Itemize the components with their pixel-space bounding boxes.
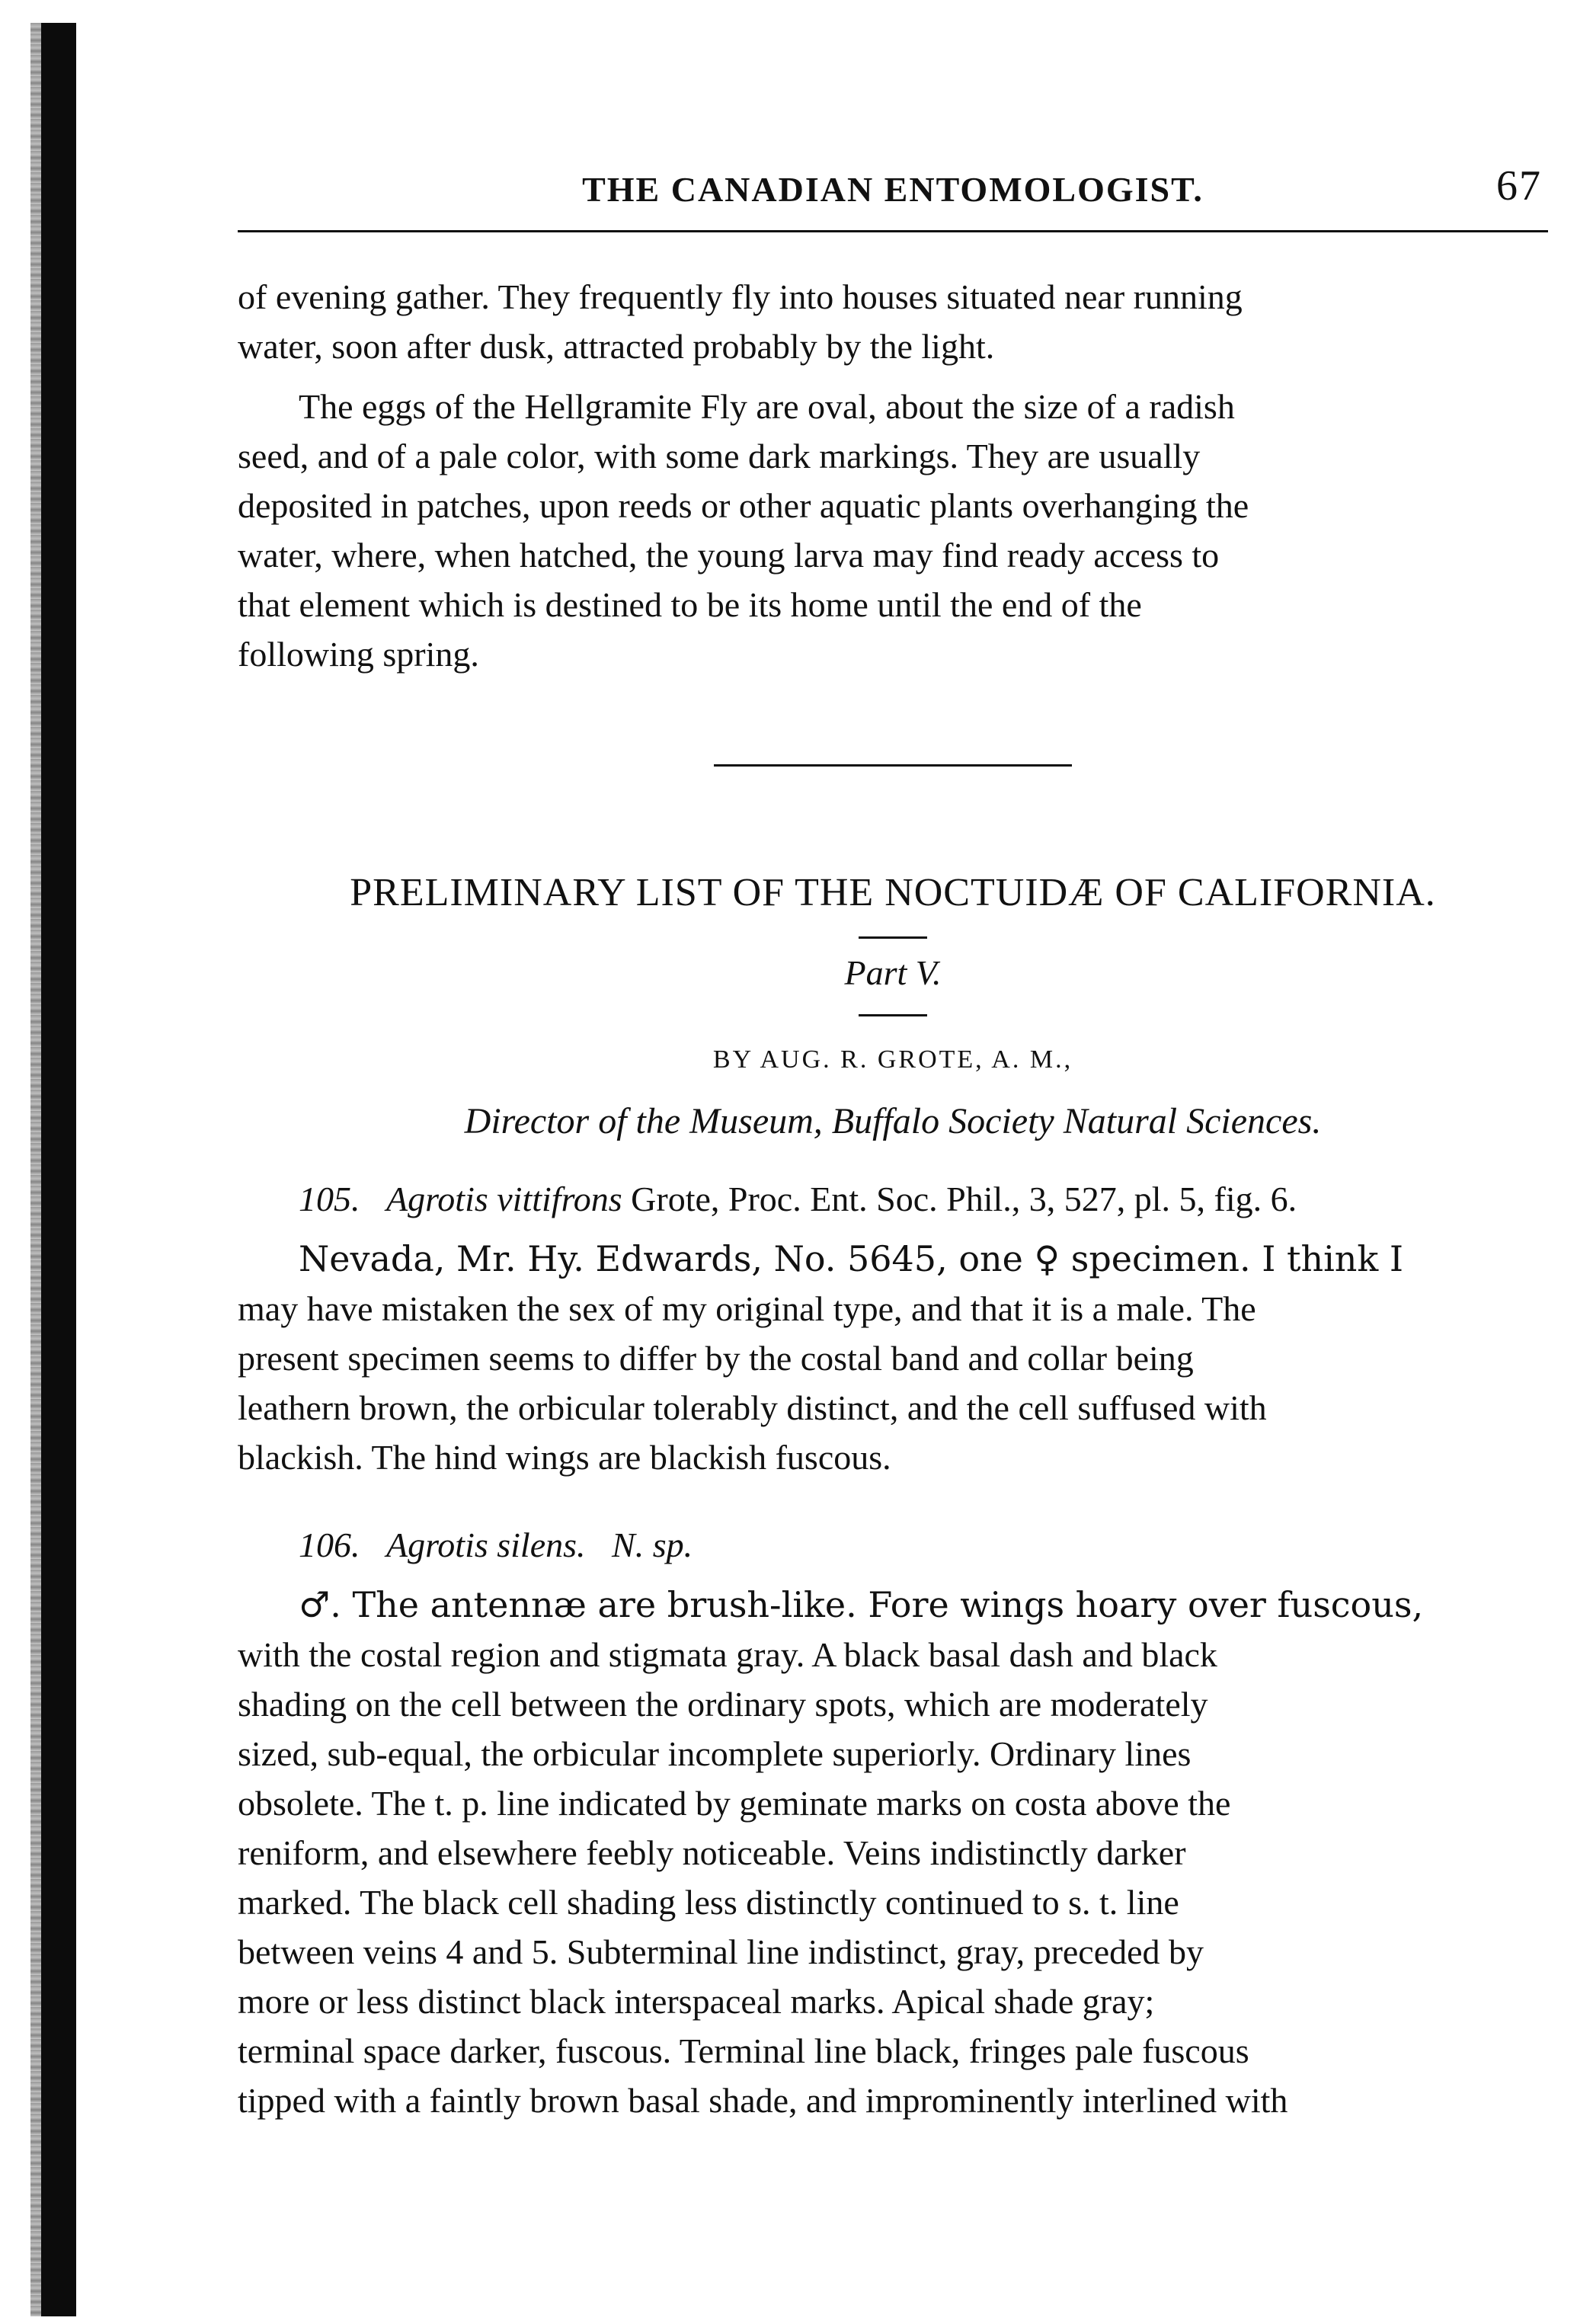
running-head bbox=[238, 162, 1548, 210]
text-line: between veins 4 and 5. Subterminal line indistinct, gray, preceded by bbox=[238, 1932, 1204, 1971]
text-line: more or less distinct black interspaceal marks. Apical shade gray; bbox=[238, 1982, 1155, 2021]
new-species-label: N. sp. bbox=[612, 1525, 693, 1564]
text-line: reniform, and elsewhere feebly noticeable. Veins indistinctly darker bbox=[238, 1833, 1186, 1872]
text-line: of evening gather. They frequently fly into houses situated near running bbox=[238, 277, 1243, 316]
section-divider bbox=[714, 764, 1072, 767]
text-line: The eggs of the Hellgramite Fly are oval, about the size of a radish bbox=[299, 387, 1235, 426]
running-title: THE CANADIAN ENTOMOLOGIST. bbox=[582, 170, 1204, 209]
text-line: that element which is destined to be its home until the end of the bbox=[238, 585, 1142, 624]
page-number: 67 bbox=[1496, 162, 1542, 210]
article-title: PRELIMINARY LIST OF THE NOCTUIDÆ OF CALIFORNIA. bbox=[350, 871, 1436, 914]
text-line: tipped with a faintly brown basal shade, and improminently interlined with bbox=[238, 2081, 1288, 2120]
text-line: sized, sub-equal, the orbicular incomplete superiorly. Ordinary lines bbox=[238, 1734, 1192, 1773]
text-line: may have mistaken the sex of my original type, and that it is a male. The bbox=[238, 1289, 1256, 1328]
eggs-paragraph bbox=[238, 382, 1548, 679]
text-line: water, soon after dusk, attracted probably by the light. bbox=[238, 327, 995, 366]
species-name: Agrotis silens. bbox=[386, 1525, 586, 1564]
text-line: marked. The black cell shading less distinctly continued to s. t. line bbox=[238, 1883, 1179, 1922]
title-rule bbox=[859, 936, 927, 939]
species-106-description bbox=[238, 1580, 1548, 2125]
species-105-heading bbox=[238, 1174, 1548, 1224]
text-line: ♂. The antennæ are brush-like. Fore wings hoary over fuscous, bbox=[299, 1584, 1424, 1625]
text-line: deposited in patches, upon reeds or other aquatic plants overhanging the bbox=[238, 486, 1249, 525]
species-name: Agrotis vittifrons bbox=[386, 1180, 622, 1218]
book-binding-edge bbox=[41, 23, 76, 2316]
text-line: obsolete. The t. p. line indicated by geminate marks on costa above the bbox=[238, 1784, 1231, 1823]
author-byline: BY AUG. R. GROTE, A. M., bbox=[712, 1045, 1073, 1074]
species-number: 105. bbox=[299, 1180, 360, 1218]
part-label: Part V. bbox=[844, 953, 942, 992]
text-line: shading on the cell between the ordinary spots, which are moderately bbox=[238, 1685, 1208, 1724]
text-line: leathern brown, the orbicular tolerably distinct, and the cell suffused with bbox=[238, 1388, 1267, 1427]
species-number: 106. bbox=[299, 1525, 360, 1564]
page bbox=[238, 162, 1548, 2125]
author-affiliation: Director of the Museum, Buffalo Society Natural Sciences. bbox=[464, 1101, 1322, 1141]
text-line: blackish. The hind wings are blackish fuscous. bbox=[238, 1438, 891, 1477]
text-line: following spring. bbox=[238, 635, 479, 674]
text-line: with the costal region and stigmata gray. A black basal dash and black bbox=[238, 1635, 1217, 1674]
species-citation: Grote, Proc. Ent. Soc. Phil., 3, 527, pl. 5, fig. 6. bbox=[631, 1180, 1297, 1218]
text-line: present specimen seems to differ by the costal band and collar being bbox=[238, 1339, 1194, 1378]
text-line: seed, and of a pale color, with some dark markings. They are usually bbox=[238, 437, 1201, 475]
text-line: terminal space darker, fuscous. Terminal line black, fringes pale fuscous bbox=[238, 2031, 1249, 2070]
species-105-description bbox=[238, 1234, 1548, 1482]
continuation-paragraph bbox=[238, 272, 1548, 371]
header-rule bbox=[238, 230, 1548, 232]
text-line: water, where, when hatched, the young larva may find ready access to bbox=[238, 536, 1220, 575]
text-line: Nevada, Mr. Hy. Edwards, No. 5645, one ♀ specimen. I think I bbox=[299, 1238, 1404, 1279]
part-rule bbox=[859, 1014, 927, 1016]
species-106-heading bbox=[238, 1520, 1548, 1570]
